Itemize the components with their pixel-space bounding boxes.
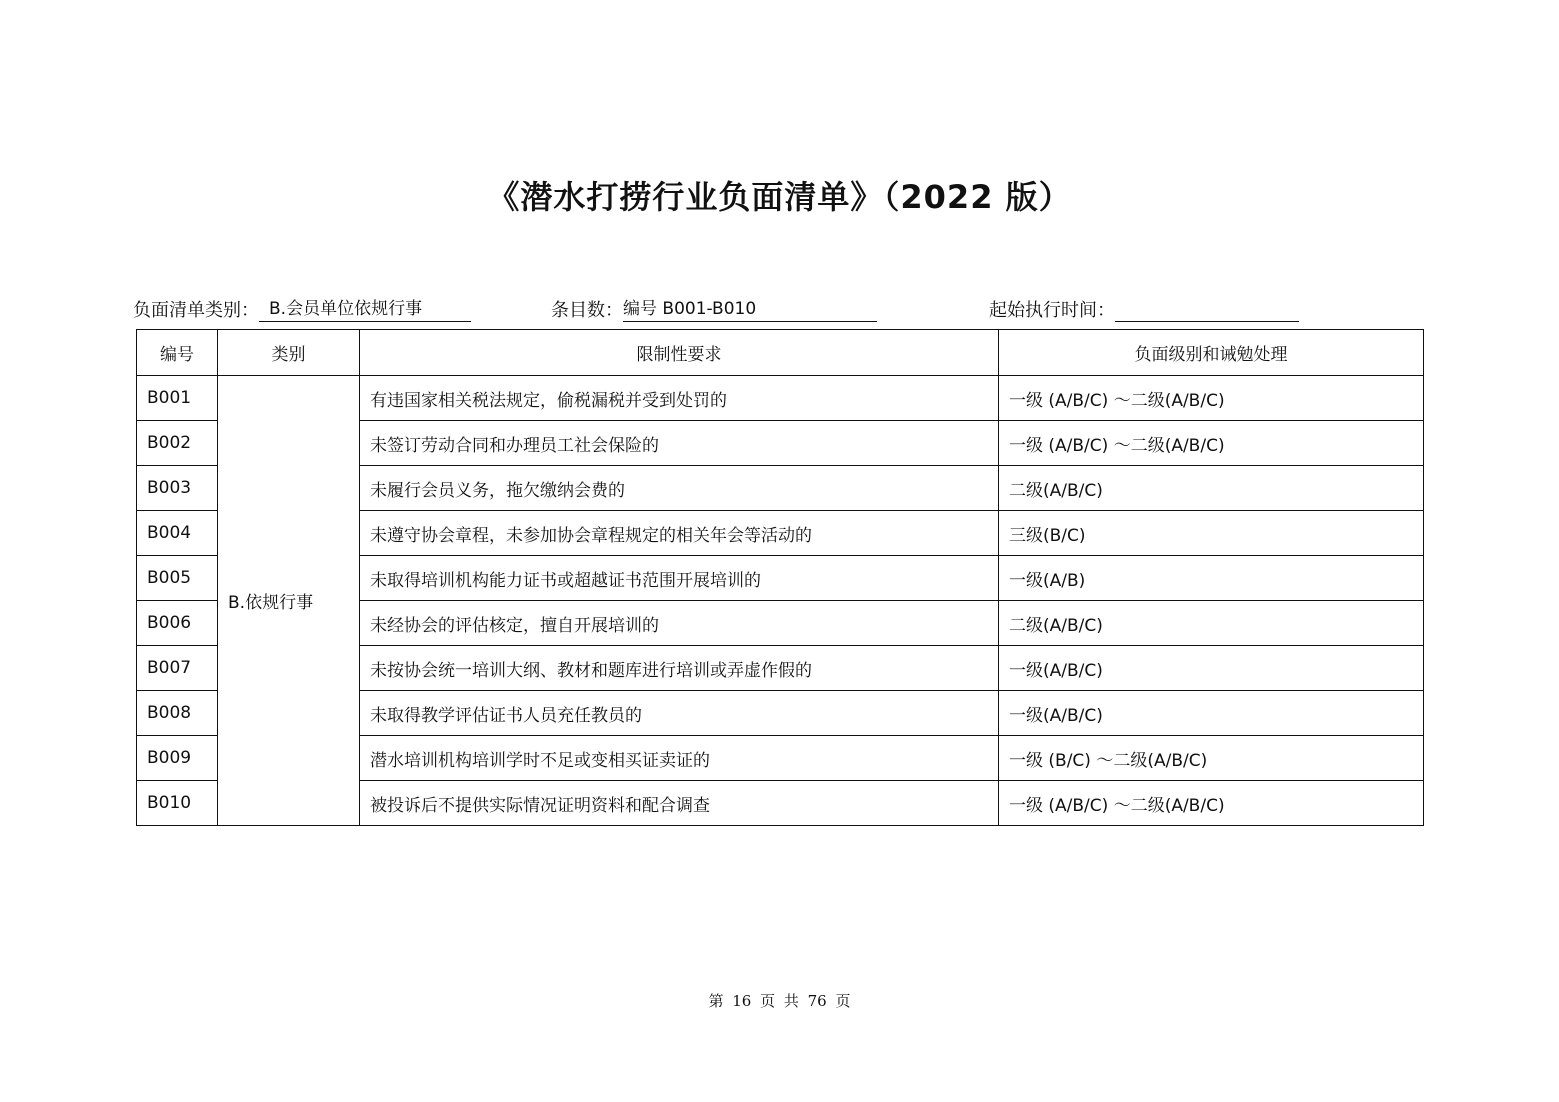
count-label: 条目数：: [551, 300, 623, 321]
row-level: 二级(A/B/C): [999, 466, 1424, 511]
header-code: 编号: [137, 330, 218, 376]
row-code: B001: [137, 376, 218, 421]
row-requirement: 潜水培训机构培训学时不足或变相买证卖证的: [360, 736, 999, 781]
count-field: [551, 294, 877, 322]
row-level: 二级(A/B/C): [999, 601, 1424, 646]
row-level: 一级 (A/B/C) ～二级(A/B/C): [999, 781, 1424, 826]
row-requirement: 未取得教学评估证书人员充任教员的: [360, 691, 999, 736]
row-requirement: 未遵守协会章程，未参加协会章程规定的相关年会等活动的: [360, 511, 999, 556]
row-requirement: 未经协会的评估核定，擅自开展培训的: [360, 601, 999, 646]
header-level: 负面级别和诫勉处理: [999, 330, 1424, 376]
row-code: B008: [137, 691, 218, 736]
row-requirement: 未取得培训机构能力证书或超越证书范围开展培训的: [360, 556, 999, 601]
row-code: B006: [137, 601, 218, 646]
header-category: 类别: [218, 330, 360, 376]
row-requirement: 未按协会统一培训大纲、教材和题库进行培训或弄虚作假的: [360, 646, 999, 691]
category-label: 负面清单类别：: [133, 300, 259, 321]
row-code: B007: [137, 646, 218, 691]
row-code: B009: [137, 736, 218, 781]
row-code: B010: [137, 781, 218, 826]
row-code: B003: [137, 466, 218, 511]
row-level: 一级 (B/C) ～二级(A/B/C): [999, 736, 1424, 781]
table-header-row: [137, 330, 1424, 376]
start-time-label: 起始执行时间：: [989, 300, 1115, 321]
document-title: 《潜水打捞行业负面清单》（2022 版）: [487, 178, 1072, 216]
row-level: 一级 (A/B/C) ～二级(A/B/C): [999, 376, 1424, 421]
row-requirement: 未履行会员义务，拖欠缴纳会费的: [360, 466, 999, 511]
category-value: B.会员单位依规行事: [259, 294, 471, 322]
count-value: 编号 B001-B010: [623, 294, 877, 322]
row-level: 一级(A/B): [999, 556, 1424, 601]
header-requirement: 限制性要求: [360, 330, 999, 376]
row-level: 一级(A/B/C): [999, 646, 1424, 691]
row-code: B005: [137, 556, 218, 601]
start-time-value: [1115, 319, 1299, 322]
negative-list-table: [136, 329, 1424, 826]
row-level: 一级(A/B/C): [999, 691, 1424, 736]
row-code: B002: [137, 421, 218, 466]
table-row: [137, 376, 1424, 421]
row-level: 三级(B/C): [999, 511, 1424, 556]
start-time-field: [989, 294, 1299, 322]
row-requirement: 被投诉后不提供实际情况证明资料和配合调查: [360, 781, 999, 826]
row-requirement: 未签订劳动合同和办理员工社会保险的: [360, 421, 999, 466]
page-number-footer: 第 16 页 共 76 页: [708, 992, 851, 1010]
category-field: [133, 294, 471, 322]
row-code: B004: [137, 511, 218, 556]
row-level: 一级 (A/B/C) ～二级(A/B/C): [999, 421, 1424, 466]
row-requirement: 有违国家相关税法规定，偷税漏税并受到处罚的: [360, 376, 999, 421]
row-category: B.依规行事: [218, 376, 360, 826]
